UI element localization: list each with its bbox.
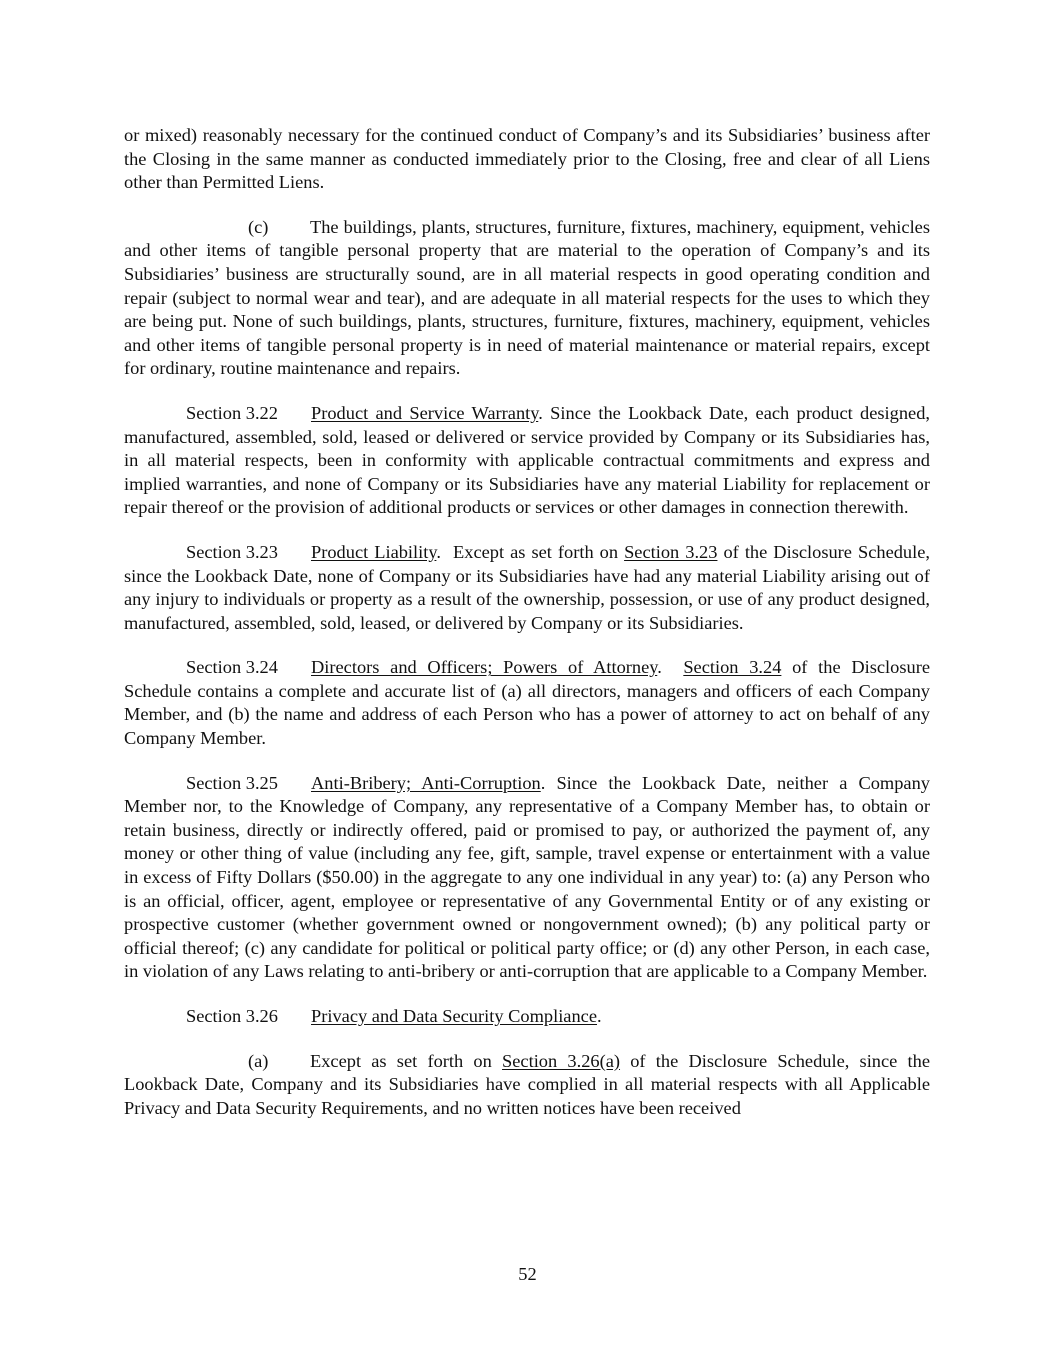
subsection-c-label: (c) xyxy=(248,216,269,237)
section-3-25-text: . Since the Lookback Date, neither a Company Member nor, to the Knowledge of Company, any representative of a Company Member has, to obtain or retain business, directly or indirectly offered, paid or promised to pay, or authorized the payment of, any money or other thing of value (including any fee, gift, sample, travel expense or entertainment with a value in excess of Fifty Dollars ($50.00) in the aggregate to any one individual in any year) to: (a) any Person who is an official, officer, agent, employee or representative of any Governmental Entity or of any existing or prospective customer (whether government owned or nongovernment owned); (b) any political party or official thereof; (c) any candidate for political or political party office; or (d) any other Person, in each case, in violation of any Laws relating to anti-bribery or anti-corruption that are applicable to a Company Member. xyxy=(124,772,930,982)
section-3-23-reference: Section 3.23 xyxy=(624,541,718,562)
paragraph-continuation: or mixed) reasonably necessary for the continued conduct of Company’s and its Subsidiaries’ business after the Closing in the same manner as conducted immediately prior to the Closing, free and clear of all Liens other than Permitted Liens. xyxy=(124,125,930,193)
section-3-25 xyxy=(124,772,930,984)
subsection-a-text: of the Disclosure Schedule, since the Lookback Date, Company and its Subsidiaries have complied in all material respects with all Applicable Privacy and Data Security Requirements, and no written notices have been received xyxy=(124,1050,931,1118)
section-3-24-text: of the Disclosure Schedule contains a complete and accurate list of (a) all directors, managers and officers of each Company Member, and (b) the name and address of each Person who has a power of attorney to act on behalf of any Company Member. xyxy=(124,657,931,749)
subsection-c-text: The buildings, plants, structures, furniture, fixtures, machinery, equipment, vehicles and other items of tangible personal property that are material to the operation of Company’s and its Subsidiaries’ business are structurally sound, are in all material respects in good operating condition and repair (subject to normal wear and tear), and are adequate in all material respects for the uses to which they are being put. None of such buildings, plants, structures, furniture, fixtures, machinery, equipment, vehicles and other items of tangible personal property is in need of material maintenance or material repairs, except for ordinary, routine maintenance and repairs. xyxy=(124,216,930,379)
subsection-a xyxy=(124,1050,930,1121)
section-3-23-number: Section 3.23 xyxy=(186,541,278,562)
section-3-26-end: . xyxy=(597,1006,602,1026)
subsection-a-label: (a) xyxy=(248,1050,269,1071)
section-3-26-title: Privacy and Data Security Compliance xyxy=(311,1006,597,1026)
section-3-26-number: Section 3.26 xyxy=(186,1006,278,1026)
section-3-22 xyxy=(124,402,930,520)
section-3-25-title: Anti-Bribery; Anti-Corruption xyxy=(311,772,541,793)
page-number: 52 xyxy=(518,1264,537,1284)
section-3-22-text: . Since the Lookback Date, each product designed, manufactured, assembled, sold, leased or delivered or service provided by Company or its Subsidiaries has, in all material respects, been in conformity with applicable contractual commitments and express and implied warranties, and none of Company or its Subsidiaries have any material Liability for replacement or repair thereof or the provision of additional products or services or other damages in connection therewith. xyxy=(124,402,930,518)
section-3-22-number: Section 3.22 xyxy=(186,402,278,423)
section-3-24-pre: . xyxy=(657,657,684,678)
section-3-24-title: Directors and Officers; Powers of Attorney xyxy=(311,657,658,678)
section-3-23-pre: . Except as set forth on xyxy=(436,541,625,562)
section-3-26 xyxy=(124,1005,930,1029)
section-3-24-number: Section 3.24 xyxy=(186,657,278,678)
section-3-24 xyxy=(124,656,930,750)
subsection-a-reference: Section 3.26(a) xyxy=(502,1050,621,1071)
section-3-23-text: of the Disclosure Schedule, since the Lookback Date, none of Company or its Subsidiaries have had any material Liability arising out of any injury to individuals or property as a result of the ownership, possession, or use of any product designed, manufactured, assembled, sold, leased, or delivered by Company or its Subsidiaries. xyxy=(124,541,930,633)
section-3-25-number: Section 3.25 xyxy=(186,772,278,793)
section-3-22-title: Product and Service Warranty xyxy=(311,402,539,423)
section-3-23 xyxy=(124,541,930,635)
subsection-a-pre: Except as set forth on xyxy=(310,1050,503,1071)
subsection-c xyxy=(124,216,930,381)
section-3-23-title: Product Liability xyxy=(311,541,437,562)
section-3-24-reference: Section 3.24 xyxy=(683,657,782,678)
